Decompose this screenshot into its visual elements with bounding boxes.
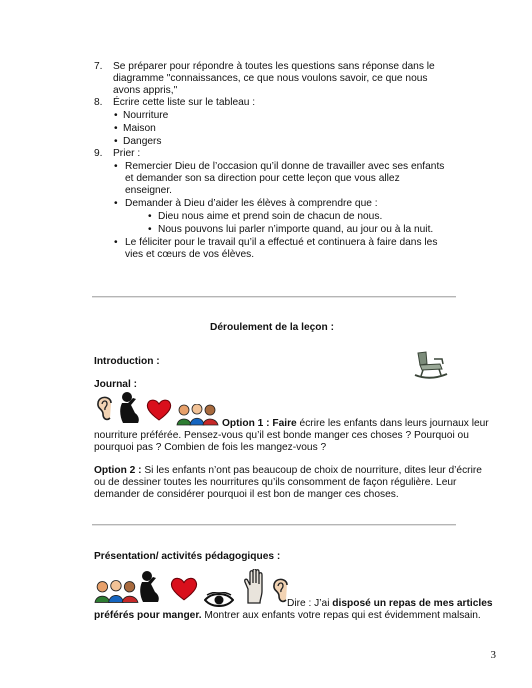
step-8-text: Écrire cette liste sur le tableau :: [113, 97, 256, 108]
prayer-item-1-line-2: et demander son sa direction pour cette leçon que vous allez: [125, 173, 400, 184]
dire-line-2: [94, 610, 481, 622]
presentation-heading: Présentation/ activités pédagogiques :: [94, 551, 281, 562]
bullet: •: [114, 110, 118, 121]
list-item: Nourriture: [123, 110, 169, 121]
lesson-heading: Déroulement de la leçon :: [210, 322, 334, 333]
heart-icon: [170, 576, 198, 602]
option-1-line-1: [222, 418, 489, 430]
hand-icon: [242, 569, 268, 605]
dire-line-2-text: Montrer aux enfants votre repas qui est évidemment malsain.: [201, 610, 481, 621]
dire-line-2-bold: préférés pour manger.: [94, 610, 202, 621]
bullet: •: [114, 237, 118, 248]
option-1-text: écrire les enfants dans leurs journaux leur: [296, 418, 489, 429]
bullet: •: [148, 211, 152, 222]
children-group-icon: [94, 580, 140, 604]
option-2-label: Option 2 :: [94, 465, 142, 476]
prayer-subitem-2: Nous pouvons lui parler n’importe quand, au jour ou à la nuit.: [158, 224, 434, 235]
option-2-line-3: demander de considérer pourquoi il est bon de manger ces choses.: [94, 489, 399, 500]
prayer-item-3-line-1: Le féliciter pour le travail qu’il a effectué et continuera à faire dans les: [125, 237, 438, 248]
children-group-icon: [176, 404, 220, 426]
bullet: •: [114, 123, 118, 134]
bullet: •: [114, 136, 118, 147]
ear-icon: [94, 393, 116, 423]
step-7-line-1: Se préparer pour répondre à toutes les questions sans réponse dans le: [113, 61, 435, 72]
bullet: •: [114, 198, 118, 209]
step-7-number: 7.: [94, 61, 103, 72]
step-9-text: Prier :: [113, 148, 141, 159]
section-divider: [92, 524, 456, 526]
step-8-number: 8.: [94, 97, 103, 108]
step-9-number: 9.: [94, 148, 103, 159]
rocking-chair-icon: [412, 350, 450, 380]
prayer-subitem-1: Dieu nous aime et prend soin de chacun de nous.: [158, 211, 383, 222]
option-2-line-2: ou de dessiner toutes les nourritures qu’ils consomment de façon régulière. Leur: [94, 477, 457, 488]
option-1-line-2: nourriture préférée. Pensez-vous qu’il est bonde manger ces choses ? Pourquoi ou: [94, 430, 469, 441]
prayer-item-1-line-3: enseigner.: [125, 185, 173, 196]
section-divider: [92, 296, 456, 298]
option-1-line-3: pourquoi pas ? Combien de fois les mangez-vous ?: [94, 442, 327, 453]
dire-line-1: [287, 598, 493, 610]
praying-person-icon: [138, 569, 164, 605]
bullet: •: [114, 161, 118, 172]
step-7-line-3: avons appris,": [113, 85, 178, 96]
prayer-item-2: Demander à Dieu d’aider les élèves à comprendre que :: [125, 198, 378, 209]
dire-bold: disposé un repas de mes articles: [332, 598, 493, 609]
list-item: Dangers: [123, 136, 162, 147]
prayer-item-1-line-1: Remercier Dieu de l’occasion qu’il donne de travailler avec ses enfants: [125, 161, 445, 172]
journal-heading: Journal :: [94, 379, 138, 390]
heart-icon: [146, 398, 172, 422]
dire-prefix: Dire : J’ai: [287, 598, 333, 609]
praying-person-icon: [118, 391, 144, 425]
bullet: •: [148, 224, 152, 235]
list-item: Maison: [123, 123, 156, 134]
prayer-item-3-line-2: vies et cœurs de vos élèves.: [125, 249, 255, 260]
eye-icon: [204, 592, 234, 608]
option-2-text: Si les enfants n’ont pas beaucoup de choix de nourriture, dites leur d’écrire: [141, 465, 482, 476]
step-7-line-2: diagramme "connaissances, ce que nous voulons savoir, ce que nous: [113, 73, 428, 84]
option-2-line-1: [94, 465, 482, 477]
introduction-heading: Introduction :: [94, 356, 160, 367]
page-number: 3: [490, 649, 496, 661]
option-1-label: Option 1 : Faire: [222, 418, 297, 429]
